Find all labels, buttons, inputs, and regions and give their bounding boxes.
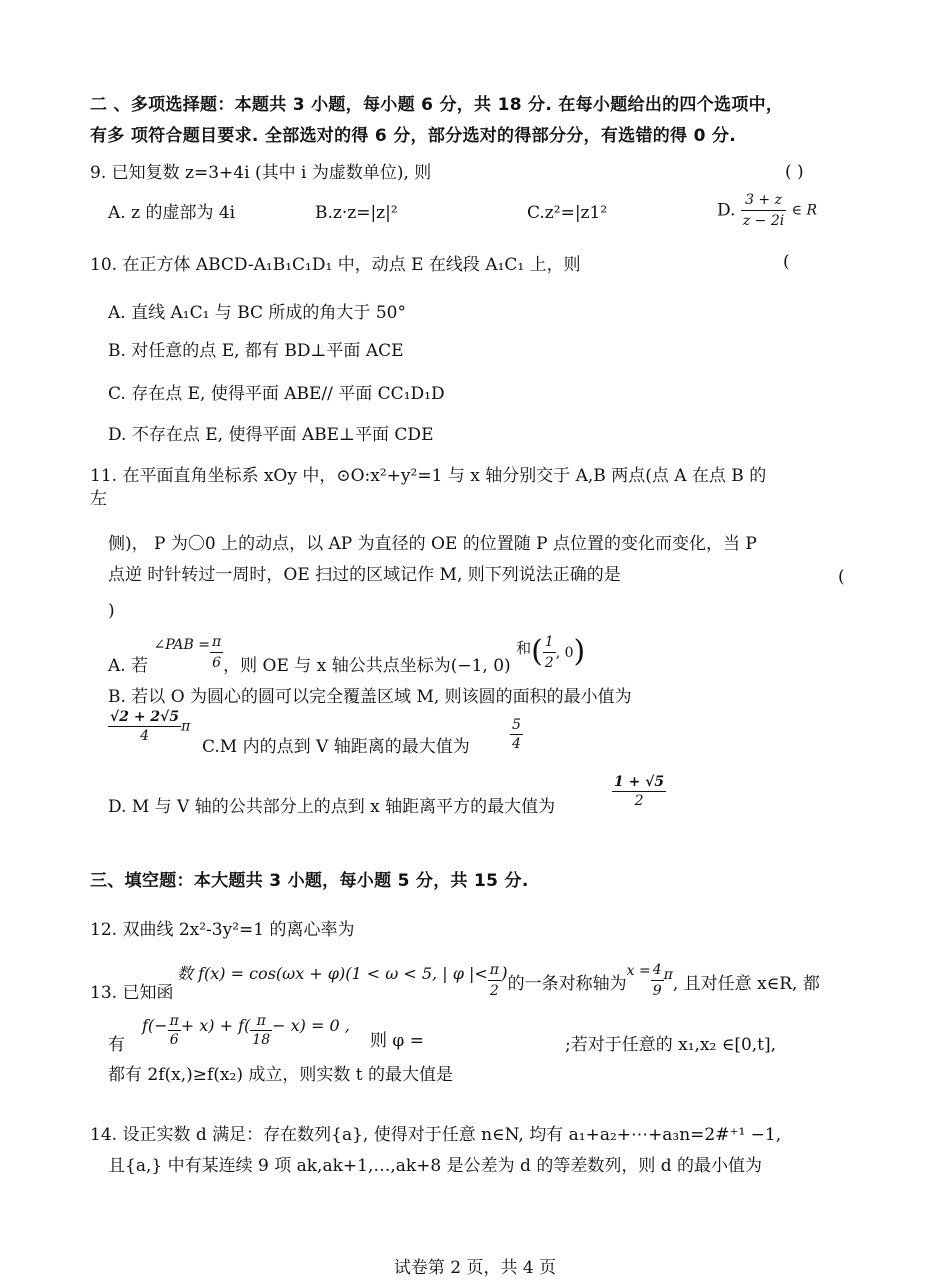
- section2-header-line2: 有多 项符合题目要求. 全部选对的得 6 分，部分选对的得部分分，有选错的得 0 分.: [90, 126, 736, 146]
- q10-option-c: C. 存在点 E, 使得平面 ABE// 平面 CC₁D₁D: [108, 384, 445, 404]
- q11-option-a-fraction: [210, 632, 223, 673]
- q11-option-b-numerator: √2 + 2√5: [110, 709, 180, 725]
- q11-stem-line1: 11. 在平面直角坐标系 xOy 中，⊙O:x²+y²=1 与 x 轴分别交于 A,B 两点(点 A 在点 B 的: [90, 466, 767, 486]
- q11-stem-line4: 点逆 时针转过一周时，OE 扫过的区域记作 M, 则下列说法正确的是: [108, 565, 621, 585]
- q13-axis-fraction: [651, 960, 664, 1001]
- section2-header-line1: 二 、多项选择题：本题共 3 小题，每小题 6 分，共 18 分. 在每小题给出的四个选项中，: [90, 95, 784, 115]
- q9-option-d-numerator: 3 + z: [745, 192, 782, 208]
- q13-line2-f1: f(−: [142, 1016, 168, 1035]
- q11-option-d-denominator: 2: [612, 791, 666, 810]
- q11-option-a-numerator: π: [211, 634, 222, 650]
- q10-answer-paren: (: [783, 252, 790, 272]
- q11-stem-line3: 侧)， P 为〇0 上的动点，以 AP 为直径的 OE 的位置随 P 点位置的变化而变化，当 P: [108, 534, 757, 554]
- section3-header: 三、填空题：本大题共 3 小题，每小题 5 分，共 15 分.: [90, 871, 529, 891]
- q13-line2-f2: + x) + f(: [180, 1016, 251, 1035]
- q11-answer-paren-open: (: [838, 567, 845, 587]
- q13-axis-denominator: 9: [651, 980, 664, 1001]
- q13-line2-fraction2: [250, 1012, 272, 1049]
- q13-function-numerator: π: [489, 962, 499, 978]
- q13-axis-pi: π: [663, 967, 673, 983]
- q13-mid: 的一条对称轴为: [507, 974, 627, 994]
- q10-stem: 10. 在正方体 ABCD-A₁B₁C₁D₁ 中，动点 E 在线段 A₁C₁ 上，则: [90, 255, 581, 275]
- q13-function-fraction: [488, 960, 501, 1001]
- q9-option-d-fraction: [741, 190, 786, 231]
- q10-option-d: D. 不存在点 E, 使得平面 ABE⊥平面 CDE: [108, 425, 434, 445]
- q13-function: 数 f(x) = cos(ωx + φ)(1 < ω < 5, | φ |< $\frac{\pi}{2}$ )的一条对称轴为$^{x =}$ $\frac{4}{9}$ $^\pi$, 且对任意 x∈R, 都: [177, 962, 820, 999]
- q11-option-a-and: 和: [516, 639, 532, 657]
- q10-option-a: A. 直线 A₁C₁ 与 BC 所成的角大于 50°: [108, 303, 406, 323]
- page-footer: 试卷第 2 页，共 4 页: [393, 1258, 557, 1278]
- q11-option-d-value: [612, 773, 666, 810]
- q11-option-a-point-fraction: [543, 632, 556, 673]
- q11-option-c-denominator: 4: [512, 736, 521, 752]
- q11-option-a-mid: ，则 OE 与 x 轴公共点坐标为(−1, 0): [223, 656, 511, 676]
- q13-function-expr: 数 f(x) = cos(ωx + φ)(1 < ω < 5, | φ |<: [177, 964, 488, 983]
- q9-option-d-tail: ∈ R: [791, 202, 818, 219]
- q13-line2-fraction1-num: π: [169, 1013, 179, 1029]
- q11-option-a-prefix: A. 若: [108, 656, 149, 676]
- q11-option-d-fraction: [612, 773, 666, 810]
- q11-option-a-point-numerator: 1: [544, 634, 554, 650]
- q11-option-c-numerator: 5: [512, 717, 521, 733]
- q9-answer-paren: ( ): [785, 162, 804, 182]
- q13-tail: , 且对任意 x∈R, 都: [672, 974, 820, 994]
- q11-option-b-value: [108, 708, 190, 745]
- q11-option-d: D. M 与 V 轴的公共部分上的点到 x 轴距离平方的最大值为: [108, 797, 556, 817]
- q12-stem: 12. 双曲线 2x²-3y²=1 的离心率为: [90, 920, 355, 940]
- q11-option-b: B. 若以 O 为圆心的圆可以完全覆盖区域 M, 则该圆的面积的最小值为: [108, 687, 632, 707]
- q11-option-b-denominator: 4: [108, 726, 181, 745]
- q13-line3: 都有 2f(x,)≥f(x₂) 成立，则实数 t 的最大值是: [108, 1065, 454, 1085]
- q11-option-c-value: [510, 716, 523, 753]
- q11-stem-line2: 左: [90, 489, 107, 509]
- q13-line2-fraction2-num: π: [256, 1013, 266, 1029]
- q13-line2-fraction1: [168, 1012, 181, 1049]
- q14-line2: 且{a,} 中有某连续 9 项 ak,ak+1,…,ak+8 是公差为 d 的等差数列，则 d 的最小值为: [108, 1156, 763, 1176]
- q11-answer-paren-close: ): [108, 601, 115, 621]
- q13-prefix: 13. 已知函: [90, 983, 174, 1003]
- q11-option-a-point-tail: , 0: [555, 645, 574, 661]
- q13-line2-f3: − x) = 0 ,: [272, 1016, 350, 1035]
- q13-line2-fraction1-den: 6: [168, 1030, 181, 1049]
- q11-option-a-point-denominator: 2: [543, 652, 556, 673]
- q9-option-d-denominator: z − 2i: [741, 210, 786, 231]
- q13-line2-fraction2-den: 18: [252, 1032, 271, 1048]
- q13-axis: x =: [626, 963, 651, 979]
- q13-line2-phi: 则 φ =: [370, 1031, 424, 1051]
- q9-option-d-label: D.: [717, 200, 736, 221]
- q11-option-a-angle: ∠PAB =: [153, 637, 210, 653]
- q9-stem: 9. 已知复数 z=3+4i (其中 i 为虚数单位), 则: [90, 163, 432, 183]
- q11-option-a: A. 若 $^{\angle PAB =}$ $\frac{\pi}{6}$ ，则 OE 与 x 轴公共点坐标为(−1, 0) 和( $\frac{1}{2}$ , 0): [108, 634, 586, 676]
- q11-option-a-denominator: 6: [210, 652, 223, 673]
- q11-option-b-pi: π: [181, 718, 191, 735]
- q13-line2-prefix: 有: [108, 1035, 125, 1055]
- q13-function-denominator: 2: [488, 980, 501, 1001]
- q9-option-a: A. z 的虚部为 4i: [108, 203, 236, 223]
- q13-axis-numerator: 4: [652, 962, 662, 978]
- q14-line1: 14. 设正实数 d 满足：存在数列{a}, 使得对于任意 n∈N, 均有 a₁+a₂+⋯+a₃n=2#⁺¹ −1,: [90, 1125, 782, 1145]
- q13-line2-equation: [142, 1012, 350, 1049]
- q11-option-b-fraction: [108, 708, 181, 745]
- q9-option-c: C.z²=|z1²: [527, 203, 608, 223]
- q9-option-d: [717, 190, 817, 231]
- q9-option-b: B.z·z=|z|²: [315, 203, 398, 223]
- q10-option-b: B. 对任意的点 E, 都有 BD⊥平面 ACE: [108, 341, 404, 361]
- q13-line2-tail: ;若对于任意的 x₁,x₂ ∈[0,t],: [565, 1035, 777, 1055]
- q11-option-c-fraction: [510, 716, 523, 753]
- q11-option-c: C.M 内的点到 V 轴距离的最大值为: [202, 737, 470, 757]
- q11-option-d-numerator: 1 + √5: [614, 774, 665, 790]
